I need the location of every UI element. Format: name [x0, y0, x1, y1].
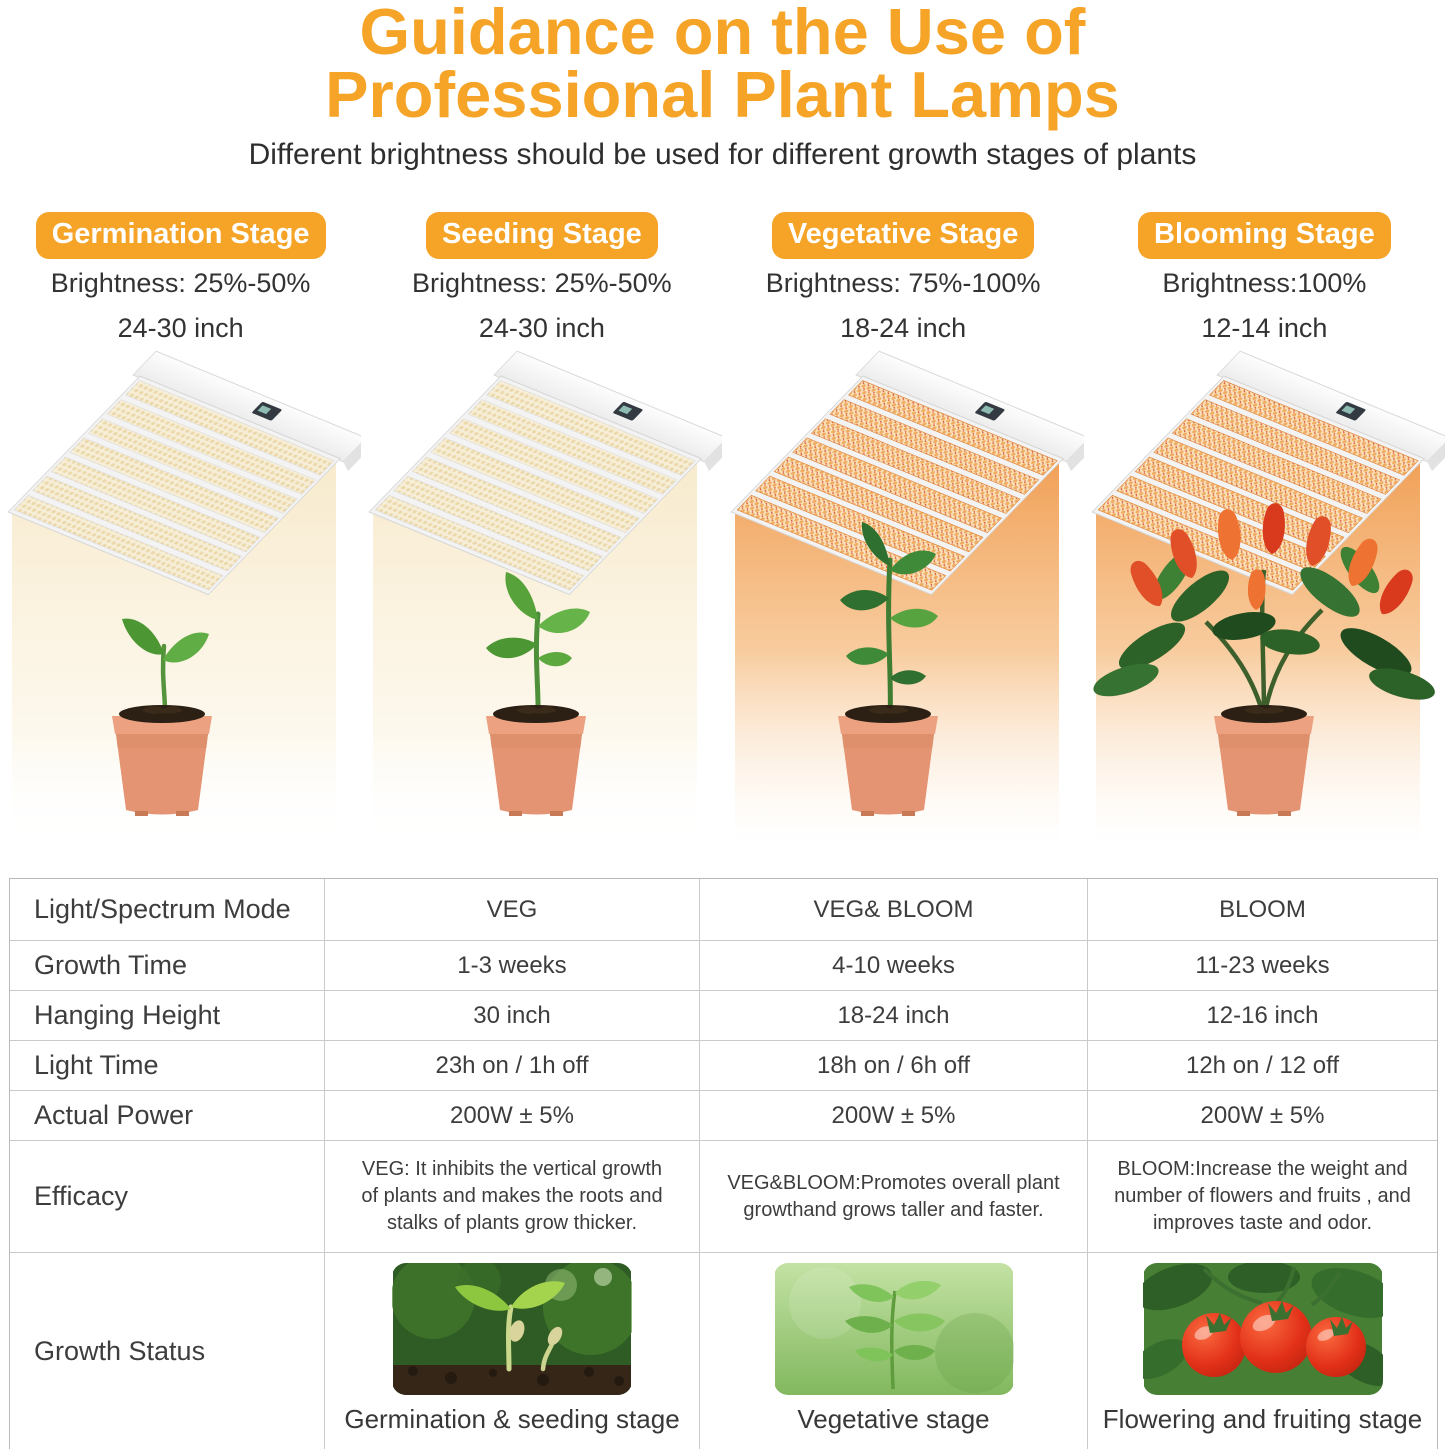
growth-status-caption: Vegetative stage: [797, 1404, 990, 1434]
spec-cell-growthtime-3: 11-23 weeks: [1088, 941, 1437, 991]
stage-brightness: Brightness: 75%-100%: [765, 268, 1041, 298]
row-label-efficacy: Efficacy: [10, 1141, 325, 1253]
stage-blooming: [1084, 212, 1445, 871]
spec-table: [9, 878, 1438, 1449]
stage-brightness: Brightness: 25%-50%: [412, 268, 672, 298]
spec-cell-lighttime-2: 18h on / 6h off: [700, 1041, 1088, 1091]
spec-cell-lighttime-1: 23h on / 1h off: [325, 1041, 700, 1091]
germination-scene-illustration: [0, 346, 361, 871]
growth-status-germination: [325, 1253, 700, 1449]
row-label-hanging-height: Hanging Height: [10, 991, 325, 1041]
spec-cell-growthtime-2: 4-10 weeks: [700, 941, 1088, 991]
growth-status-vegetative: [700, 1253, 1088, 1449]
row-label-actual-power: Actual Power: [10, 1091, 325, 1141]
page-title-line1: Guidance on the Use of: [359, 0, 1086, 68]
spec-cell-power-3: 200W ± 5%: [1088, 1091, 1437, 1141]
blooming-scene-illustration: [1084, 346, 1445, 871]
row-label-light-spectrum-mode: Light/Spectrum Mode: [10, 879, 325, 941]
stage-seeding: [361, 212, 722, 871]
stage-badge: Seeding Stage: [426, 212, 658, 259]
stage-hanging-distance: 18-24 inch: [840, 313, 967, 343]
stage-germination: [0, 212, 361, 871]
stage-badge: Blooming Stage: [1138, 212, 1391, 259]
spec-cell-mode-vegbloom: VEG& BLOOM: [700, 879, 1088, 941]
spec-cell-lighttime-3: 12h on / 12 off: [1088, 1041, 1437, 1091]
row-label-growth-time: Growth Time: [10, 941, 325, 991]
spec-cell-growthtime-1: 1-3 weeks: [325, 941, 700, 991]
spec-cell-mode-bloom: BLOOM: [1088, 879, 1437, 941]
stage-columns: [0, 212, 1445, 871]
stage-vegetative: [723, 212, 1084, 871]
spec-cell-power-1: 200W ± 5%: [325, 1091, 700, 1141]
vegetative-photo: [774, 1263, 1014, 1395]
vegetative-scene-illustration: [723, 346, 1084, 871]
stage-badge: Vegetative Stage: [772, 212, 1035, 259]
header: [0, 0, 1445, 172]
page-title-line2: Professional Plant Lamps: [325, 58, 1120, 131]
row-label-light-time: Light Time: [10, 1041, 325, 1091]
row-label-growth-status: Growth Status: [10, 1253, 325, 1449]
stage-badge: Germination Stage: [36, 212, 326, 259]
page-subtitle: Different brightness should be used for different growth stages of plants: [248, 138, 1197, 171]
fruiting-photo: [1143, 1263, 1383, 1395]
spec-cell-height-3: 12-16 inch: [1088, 991, 1437, 1041]
growth-status-fruiting: [1088, 1253, 1437, 1449]
growth-status-caption: Germination & seeding stage: [344, 1404, 680, 1434]
stage-hanging-distance: 12-14 inch: [1201, 313, 1328, 343]
stage-hanging-distance: 24-30 inch: [478, 313, 605, 343]
spec-cell-height-2: 18-24 inch: [700, 991, 1088, 1041]
stage-brightness: Brightness:100%: [1162, 268, 1367, 298]
spec-cell-efficacy-veg: VEG: It inhibits the vertical growth of plants and makes the roots and stalks of plants grow thicker.: [325, 1141, 700, 1253]
stage-brightness: Brightness: 25%-50%: [50, 268, 311, 298]
spec-cell-efficacy-vegbloom: VEG&BLOOM:Promotes overall plant growthand grows taller and faster.: [700, 1141, 1088, 1253]
spec-cell-efficacy-bloom: BLOOM:Increase the weight and number of flowers and fruits , and improves taste and odor.: [1088, 1141, 1437, 1253]
spec-cell-height-1: 30 inch: [325, 991, 700, 1041]
spec-cell-mode-veg: VEG: [325, 879, 700, 941]
seeding-scene-illustration: [361, 346, 722, 871]
spec-cell-power-2: 200W ± 5%: [700, 1091, 1088, 1141]
germination-seeding-photo: [392, 1263, 632, 1395]
growth-status-caption: Flowering and fruiting stage: [1102, 1404, 1423, 1434]
stage-hanging-distance: 24-30 inch: [117, 313, 244, 343]
